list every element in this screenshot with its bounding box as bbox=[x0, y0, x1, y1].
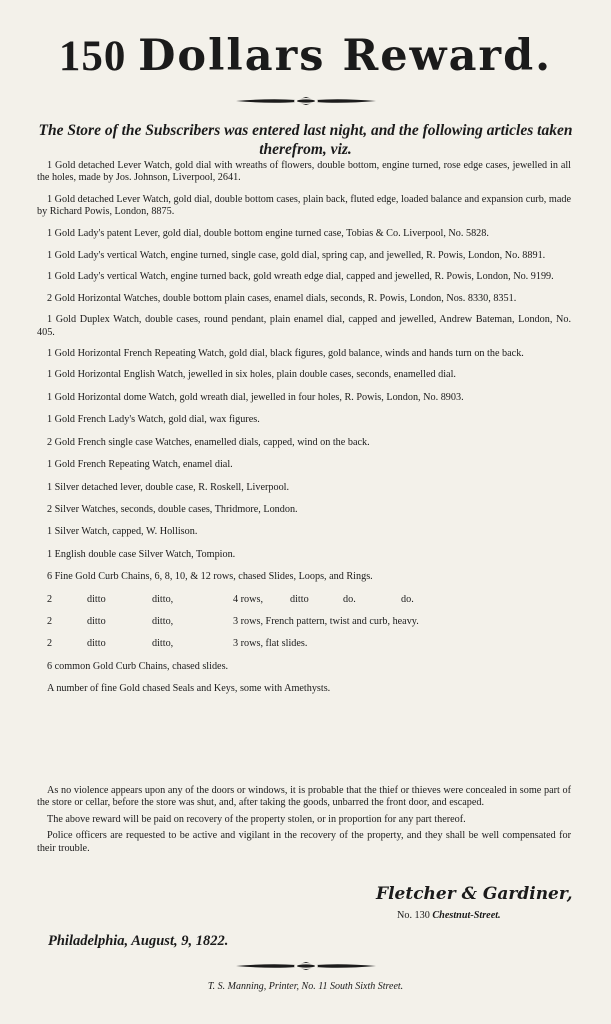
headline bbox=[0, 30, 611, 83]
ditto-col-2: ditto, bbox=[152, 615, 174, 627]
list-item: 1 Gold detached Lever Watch, gold dial, double bottom cases, plain back, fluted edge, loaded balance and expansion curb, made by Richard Powis, London, 8875. bbox=[37, 193, 571, 218]
list-item: 1 Gold French Lady's Watch, gold dial, wax figures. bbox=[47, 414, 260, 426]
list-item: 1 Gold detached Lever Watch, gold dial with wreaths of flowers, double bottom, engine turned, rose edge cases, jewelled in all the holes, made by Jos. Johnson, Liverpool, 2641. bbox=[37, 160, 571, 184]
ditto-col-1: ditto bbox=[87, 638, 106, 650]
ditto-col-2: ditto, bbox=[152, 638, 174, 650]
ditto-col-4: ditto bbox=[290, 593, 309, 605]
address-number: No. 130 bbox=[397, 910, 430, 921]
ditto-row bbox=[37, 616, 571, 628]
top-ornament-rule bbox=[236, 96, 376, 106]
notice-paragraph: The above reward will be paid on recovery of the property stolen, or in proportion for any part thereof. bbox=[47, 813, 466, 825]
list-item: 2 Silver Watches, seconds, double cases, Thridmore, London. bbox=[47, 503, 298, 515]
list-item: 1 Silver Watch, capped, W. Hollison. bbox=[47, 526, 198, 538]
ditto-col-1: ditto bbox=[87, 593, 106, 605]
list-item: 6 common Gold Curb Chains, chased slides. bbox=[47, 660, 229, 672]
notice-paragraph: As no violence appears upon any of the doors or windows, it is probable that the thief or thieves were concealed in some part of the store or cellar, before the store was shut, and, after taking the goods, unbarred the front door, and escaped. bbox=[37, 785, 571, 809]
ditto-row bbox=[37, 638, 571, 650]
ditto-rows: 3 rows, French pattern, twist and curb, heavy. bbox=[233, 615, 419, 627]
bottom-ornament-rule bbox=[236, 961, 376, 971]
ditto-qty: 2 bbox=[47, 593, 53, 605]
list-item: 6 Fine Gold Curb Chains, 6, 8, 10, & 12 rows, chased Slides, Loops, and Rings. bbox=[47, 571, 373, 583]
ditto-col-5: do. bbox=[343, 593, 356, 605]
notice-paragraph: Police officers are requested to be active and vigilant in the recovery of the property, and they shall be well compensated for their trouble. bbox=[37, 830, 571, 854]
list-item: A number of fine Gold chased Seals and Keys, some with Amethysts. bbox=[47, 683, 331, 695]
store-address bbox=[397, 910, 501, 921]
ditto-col-6: do. bbox=[401, 593, 414, 605]
list-item: 2 Gold Horizontal Watches, double bottom plain cases, enamel dials, seconds, R. Powis, London, Nos. 8330, 8351. bbox=[47, 292, 517, 304]
list-item: 1 Gold Horizontal English Watch, jewelled in six holes, plain double cases, seconds, enamelled dial. bbox=[47, 369, 456, 381]
list-item: 1 Gold Horizontal dome Watch, gold wreath dial, jewelled in four holes, R. Powis, London, No. 8903. bbox=[47, 391, 464, 403]
reward-title: Dollars Reward. bbox=[138, 31, 553, 81]
list-item: 1 Gold French Repeating Watch, enamel dial. bbox=[47, 459, 233, 471]
intro-text: The Store of the Subscribers was entered last night, and the following articles taken therefrom, viz. bbox=[38, 122, 573, 158]
list-item: 1 Gold Lady's vertical Watch, engine turned, single case, gold dial, spring cap, and jewelled, R. Powis, London, No. 8891. bbox=[47, 250, 546, 262]
ditto-col-1: ditto bbox=[87, 615, 106, 627]
list-item: 1 Gold Horizontal French Repeating Watch, gold dial, black figures, gold balance, winds and hands turn on the back. bbox=[47, 348, 524, 360]
ditto-rows: 4 rows, bbox=[233, 593, 263, 605]
list-item: 1 Gold Duplex Watch, double cases, round pendant, plain enamel dial, capped and jewelled, Andrew Bateman, London, No. 405. bbox=[37, 314, 571, 338]
notices bbox=[37, 785, 571, 859]
list-item: 2 Gold French single case Watches, enamelled dials, capped, wind on the back. bbox=[47, 436, 370, 448]
list-item: 1 Gold Lady's patent Lever, gold dial, double bottom engine turned case, Tobias & Co. Liverpool, No. 5828. bbox=[47, 227, 489, 239]
signature: Fletcher & Gardiner, bbox=[376, 884, 573, 904]
list-item: 1 Silver detached lever, double case, R. Roskell, Liverpool. bbox=[47, 481, 290, 493]
ditto-qty: 2 bbox=[47, 638, 53, 650]
ditto-qty: 2 bbox=[47, 615, 53, 627]
reward-amount: 150 bbox=[58, 33, 127, 80]
ditto-rows: 3 rows, flat slides. bbox=[233, 638, 308, 650]
stolen-items-list bbox=[37, 160, 571, 706]
ditto-row bbox=[37, 594, 571, 606]
printer-credit: T. S. Manning, Printer, No. 11 South Sixth Street. bbox=[207, 981, 404, 992]
list-item: 1 Gold Lady's vertical Watch, engine turned back, gold wreath edge dial, capped and jewelled, R. Powis, London, No. 9199. bbox=[47, 271, 554, 283]
dateline: Philadelphia, August, 9, 1822. bbox=[48, 933, 229, 949]
ditto-col-2: ditto, bbox=[152, 593, 174, 605]
address-street: Chestnut-Street. bbox=[432, 910, 501, 921]
list-item: 1 English double case Silver Watch, Tompion. bbox=[47, 548, 236, 560]
